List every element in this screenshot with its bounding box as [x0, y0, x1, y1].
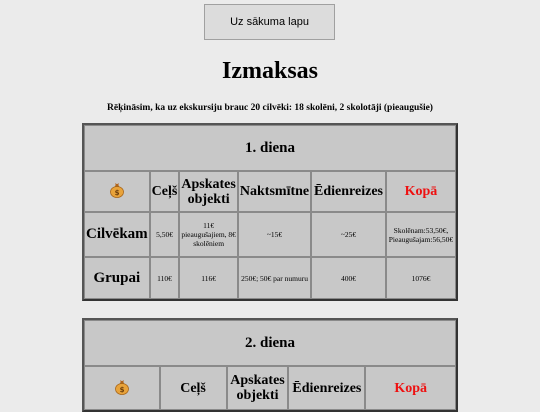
- cell-kopa-group: 1076€: [386, 257, 456, 299]
- home-button[interactable]: Uz sākuma lapu: [204, 4, 335, 40]
- header-cels: Ceļš: [150, 171, 180, 212]
- day1-title: 1. diena: [84, 125, 456, 171]
- day2-header-cels: Ceļš: [160, 366, 227, 410]
- cell-naktsmitne-group: 250€; 50€ par numuru: [238, 257, 311, 299]
- header-kopa: Kopā: [386, 171, 456, 212]
- day2-table: [82, 318, 458, 412]
- svg-text:$: $: [119, 385, 125, 394]
- cell-apskates-group: 116€: [179, 257, 238, 299]
- cell-edienreizes-group: 400€: [311, 257, 386, 299]
- header-apskates-objekti: Apskates objekti: [179, 171, 238, 212]
- header-naktsmitne: Naktsmītne: [238, 171, 311, 212]
- cell-cels-person: 5,50€: [150, 212, 180, 257]
- page-title: Izmaksas: [221, 58, 318, 84]
- money-bag-icon: [84, 171, 150, 212]
- day2-header-edienreizes: Ēdienreizes: [288, 366, 365, 410]
- svg-text:$: $: [114, 189, 120, 197]
- row-label-cilvekam: Cilvēkam: [84, 212, 150, 257]
- cell-cels-group: 110€: [150, 257, 180, 299]
- day2-title: 2. diena: [84, 320, 456, 366]
- day2-header-kopa: Kopā: [365, 366, 456, 410]
- cell-edienreizes-person: ~25€: [311, 212, 386, 257]
- row-label-grupai: Grupai: [84, 257, 150, 299]
- cell-naktsmitne-person: ~15€: [238, 212, 311, 257]
- day1-table: [82, 123, 458, 301]
- intro-text: Rēķināsim, ka uz ekskursiju brauc 20 cilvēki: 18 skolēni, 2 skolotāji (pieaugušie): [107, 103, 433, 113]
- money-bag-icon: [84, 366, 160, 410]
- cell-apskates-person: 11€ pieaugušajiem, 8€ skolēniem: [179, 212, 238, 257]
- header-edienreizes: Ēdienreizes: [311, 171, 386, 212]
- cell-kopa-person: Skolēnam:53,50€, Pieaugušajam:56,50€: [386, 212, 456, 257]
- day2-header-apskates-objekti: Apskates objekti: [227, 366, 289, 410]
